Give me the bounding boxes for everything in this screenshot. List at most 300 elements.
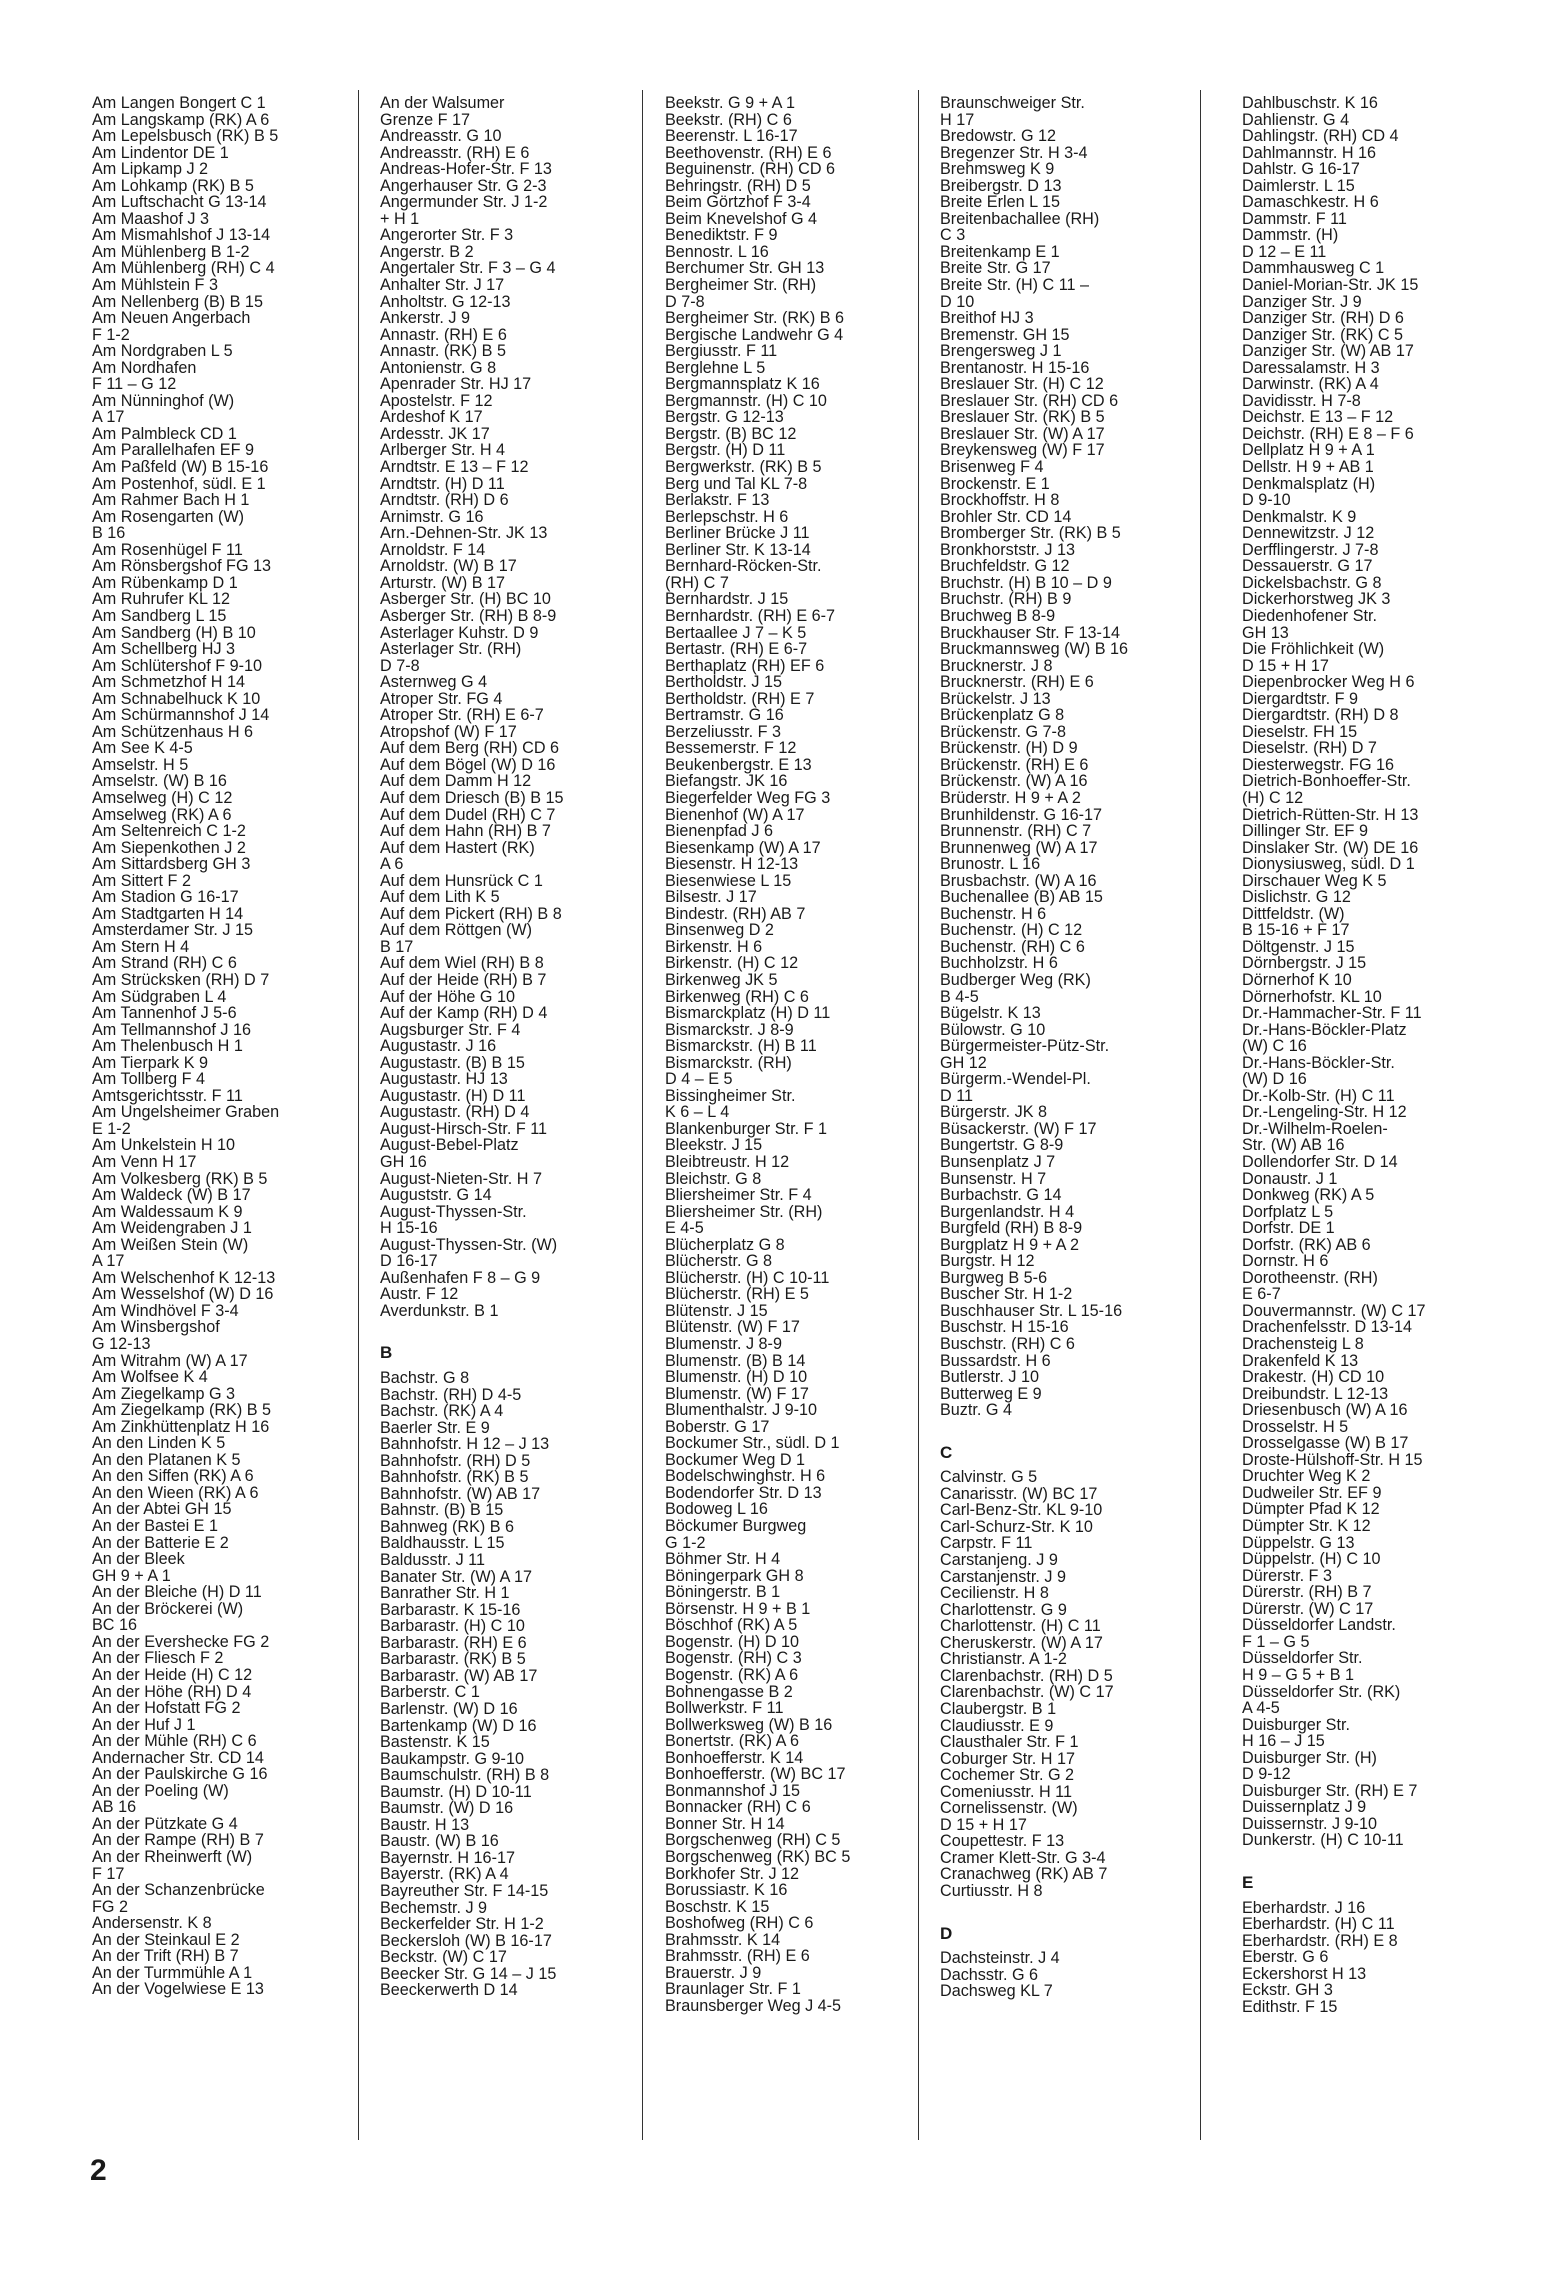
street-entry: Dachsstr. G 6 <box>940 1965 1039 1984</box>
street-entry: Biegerfelder Weg FG 3 <box>665 788 831 807</box>
street-entry: An der Walsumer <box>380 94 505 112</box>
street-entry: Am Parallelhafen EF 9 <box>92 441 254 460</box>
street-entry: Eberhardstr. J 16 <box>1242 1898 1366 1917</box>
column-divider <box>918 90 919 2140</box>
street-entry: Auf dem Dudel (RH) C 7 <box>380 805 556 824</box>
street-entry: Douvermannstr. (W) C 17 <box>1242 1301 1426 1320</box>
street-entry: AB 16 <box>92 1798 137 1817</box>
street-entry: Duissernstr. J 9-10 <box>1242 1814 1377 1833</box>
street-entry: Cochemer Str. G 2 <box>940 1766 1075 1785</box>
street-entry: Beckersloh (W) B 16-17 <box>380 1931 552 1950</box>
street-entry: Außenhafen F 8 – G 9 <box>380 1268 541 1287</box>
street-entry: Bienenhof (W) A 17 <box>665 805 805 824</box>
street-entry: Am Ziegelkamp G 3 <box>92 1384 236 1403</box>
street-entry: Am Tannenhof J 5-6 <box>92 1004 237 1023</box>
street-entry: Bachstr. (RH) D 4-5 <box>380 1385 522 1404</box>
street-entry: An der Abtei GH 15 <box>92 1500 232 1519</box>
street-entry: Am Mühlstein F 3 <box>92 276 218 295</box>
street-entry: D 7-8 <box>665 292 705 311</box>
street-entry: GH 13 <box>1242 623 1289 642</box>
street-entry: Am Ungelsheimer Graben <box>92 1103 280 1122</box>
street-entry: Beethovenstr. (RH) E 6 <box>665 143 832 162</box>
street-entry: Drosselgasse (W) B 17 <box>1242 1434 1409 1453</box>
street-entry: Budberger Weg (RK) <box>940 970 1091 989</box>
street-entry: Am Strand (RH) C 6 <box>92 954 237 973</box>
street-entry: Birkenweg (RH) C 6 <box>665 987 809 1006</box>
street-entry: Burbachstr. G 14 <box>940 1186 1062 1205</box>
street-entry: Denkmalstr. K 9 <box>1242 507 1357 526</box>
street-entry: Am Lohkamp (RK) B 5 <box>92 176 254 195</box>
street-entry: Bruckmannsweg (W) B 16 <box>940 640 1129 659</box>
street-entry: Bergiusstr. F 11 <box>665 342 778 361</box>
street-entry: Bayreuther Str. F 14-15 <box>380 1881 549 1900</box>
street-entry: Andernacher Str. CD 14 <box>92 1748 264 1767</box>
street-entry: Diergardtstr. F 9 <box>1242 689 1359 708</box>
street-entry: Drachenfelsstr. D 13-14 <box>1242 1318 1413 1337</box>
section-letter: B <box>380 1343 393 1363</box>
street-entry: Druchter Weg K 2 <box>1242 1467 1371 1486</box>
street-entry: Baumstr. (W) D 16 <box>380 1799 514 1818</box>
street-entry: Beeckerwerth D 14 <box>380 1981 518 2000</box>
street-entry: Baldusstr. J 11 <box>380 1551 485 1570</box>
street-entry: Carpstr. F 11 <box>940 1534 1033 1553</box>
street-entry: Breslauer Str. (RK) B 5 <box>940 408 1105 427</box>
street-entry: An der Rheinwerft (W) <box>92 1847 253 1866</box>
street-entry: Am Rosengarten (W) <box>92 507 245 526</box>
street-entry: Brucknerstr. J 8 <box>940 656 1053 675</box>
street-entry: D 9-12 <box>1242 1765 1291 1784</box>
street-entry: Brauerstr. J 9 <box>665 1963 762 1982</box>
street-entry: Claudiusstr. E 9 <box>940 1716 1054 1735</box>
street-entry: Am Windhövel F 3-4 <box>92 1301 239 1320</box>
street-entry: Am Weidengraben J 1 <box>92 1219 252 1238</box>
street-entry: Bremenstr. GH 15 <box>940 325 1070 344</box>
street-entry: Bleekstr. J 15 <box>665 1136 763 1155</box>
street-entry: Bertholdstr. J 15 <box>665 673 782 692</box>
street-entry: Blücherplatz G 8 <box>665 1235 785 1254</box>
street-column-1 <box>92 95 279 1998</box>
street-entry: Brucknerstr. (RH) E 6 <box>940 673 1094 692</box>
street-entry: A 17 <box>92 408 125 427</box>
street-entry: Düsseldorfer Landstr. <box>1242 1616 1396 1635</box>
street-entry: Am Schlütershof F 9-10 <box>92 656 263 675</box>
street-entry: Brückenstr. G 7-8 <box>940 722 1066 741</box>
street-entry: Am Sittert F 2 <box>92 871 191 890</box>
street-entry: Bastenstr. K 15 <box>380 1733 490 1752</box>
street-entry: Denkmalsplatz (H) <box>1242 474 1376 493</box>
street-entry: Bonmannshof J 15 <box>665 1781 800 1800</box>
street-entry: Angerstr. B 2 <box>380 242 474 261</box>
street-entry: Clarenbachstr. (W) C 17 <box>940 1683 1114 1702</box>
street-entry: Dürerstr. (RH) B 7 <box>1242 1583 1372 1602</box>
street-entry: Dörnerhofstr. KL 10 <box>1242 987 1382 1006</box>
street-entry: Eberhardstr. (H) C 11 <box>1242 1915 1395 1934</box>
street-entry: Am Sittardsberg GH 3 <box>92 855 251 874</box>
street-entry: Barberstr. C 1 <box>380 1683 480 1702</box>
street-entry: Angertaler Str. F 3 – G 4 <box>380 259 556 278</box>
street-entry: Beckerfelder Str. H 1-2 <box>380 1915 544 1934</box>
street-entry: Clausthaler Str. F 1 <box>940 1733 1079 1752</box>
street-entry: Bayernstr. H 16-17 <box>380 1848 515 1867</box>
street-entry: Atropshof (W) F 17 <box>380 722 517 741</box>
street-entry: Dammstr. (H) <box>1242 226 1339 245</box>
street-entry: Buschstr. (RH) C 6 <box>940 1335 1075 1354</box>
street-entry: Birkenstr. (H) C 12 <box>665 954 799 973</box>
street-entry: Bussardstr. H 6 <box>940 1351 1051 1370</box>
street-entry: Auf dem Hahn (RH) B 7 <box>380 822 551 841</box>
street-entry: Duisburger Str. <box>1242 1715 1350 1734</box>
street-entry: Brunhildenstr. G 16-17 <box>940 805 1102 824</box>
street-entry: Breitenkamp E 1 <box>940 242 1060 261</box>
street-entry: Ardeshof K 17 <box>380 408 483 427</box>
street-entry: Bergwerkstr. (RK) B 5 <box>665 458 822 477</box>
street-entry: Dreibundstr. L 12-13 <box>1242 1384 1389 1403</box>
street-entry: Dörnerhof K 10 <box>1242 970 1352 989</box>
street-entry: Benediktstr. F 9 <box>665 226 778 245</box>
street-entry: Borgschenweg (RK) BC 5 <box>665 1847 851 1866</box>
street-entry: Danziger Str. (W) AB 17 <box>1242 342 1414 361</box>
street-entry: Baldhausstr. L 15 <box>380 1534 505 1553</box>
street-entry: G 12-13 <box>92 1335 151 1354</box>
street-entry: Am Tellmannshof J 16 <box>92 1020 251 1039</box>
street-entry: Am Langen Bongert C 1 <box>92 94 266 112</box>
street-entry: Augustastr. J 16 <box>380 1037 497 1056</box>
street-entry: Beukenbergstr. E 13 <box>665 755 812 774</box>
street-entry: Berlepschstr. H 6 <box>665 507 789 526</box>
street-entry: Darwinstr. (RK) A 4 <box>1242 375 1379 394</box>
street-entry: Am Stern H 4 <box>92 937 190 956</box>
street-entry: Am Weißen Stein (W) <box>92 1235 249 1254</box>
street-entry: Burgplatz H 9 + A 2 <box>940 1235 1080 1254</box>
street-entry: Breithof HJ 3 <box>940 309 1034 328</box>
street-entry: Döltgenstr. J 15 <box>1242 937 1355 956</box>
street-entry: E 6-7 <box>1242 1285 1281 1304</box>
street-entry: Bergmannsplatz K 16 <box>665 375 820 394</box>
street-entry: Am Nordgraben L 5 <box>92 342 233 361</box>
street-entry: Am Palmbleck CD 1 <box>92 424 237 443</box>
street-entry: Dennewitzstr. J 12 <box>1242 524 1375 543</box>
street-entry: Dachsteinstr. J 4 <box>940 1949 1060 1968</box>
section-letter: E <box>1242 1872 1254 1892</box>
street-entry: An der Bleiche (H) D 11 <box>92 1583 262 1602</box>
street-entry: Eckstr. GH 3 <box>1242 1981 1333 2000</box>
street-entry: Eckershorst H 13 <box>1242 1964 1367 1983</box>
street-entry: A 6 <box>380 855 404 874</box>
street-entry: Bliersheimer Str. F 4 <box>665 1186 812 1205</box>
street-entry: Beckstr. (W) C 17 <box>380 1948 507 1967</box>
street-entry: Am Strücksken (RH) D 7 <box>92 970 270 989</box>
street-entry: Dürerstr. F 3 <box>1242 1566 1332 1585</box>
street-column-5 <box>1242 95 1426 2015</box>
street-entry: E 4-5 <box>665 1219 704 1238</box>
street-entry: Derfflingerstr. J 7-8 <box>1242 540 1379 559</box>
street-entry: D 11 <box>940 1086 973 1105</box>
street-entry: Bahnhofstr. (W) AB 17 <box>380 1484 541 1503</box>
street-entry: Carstanjeng. J 9 <box>940 1551 1058 1570</box>
street-entry: Bodelschwinghstr. H 6 <box>665 1467 826 1486</box>
street-entry: Buztr. G 4 <box>940 1401 1012 1420</box>
street-entry: Am Waldessaum K 9 <box>92 1202 243 1221</box>
street-entry: Bockumer Weg D 1 <box>665 1450 806 1469</box>
street-entry: Canarisstr. (W) BC 17 <box>940 1484 1098 1503</box>
street-entry: Banater Str. (W) A 17 <box>380 1567 533 1586</box>
street-entry: Baustr. (W) B 16 <box>380 1832 499 1851</box>
street-entry: Auf dem Hastert (RK) <box>380 838 535 857</box>
street-entry: Bindestr. (RH) AB 7 <box>665 904 806 923</box>
street-entry: Boberstr. G 17 <box>665 1417 770 1436</box>
street-entry: Ardesstr. JK 17 <box>380 424 490 443</box>
street-entry: Birkenweg JK 5 <box>665 970 778 989</box>
street-entry: Baerler Str. E 9 <box>380 1418 490 1437</box>
street-entry: Bennostr. L 16 <box>665 242 769 261</box>
street-entry: An der Hofstatt FG 2 <box>92 1699 241 1718</box>
street-entry: Bürgerstr. JK 8 <box>940 1103 1048 1122</box>
street-entry: H 16 – J 15 <box>1242 1732 1325 1751</box>
street-entry: Andersenstr. K 8 <box>92 1914 212 1933</box>
street-entry: August-Nieten-Str. H 7 <box>380 1169 542 1188</box>
street-entry: Arndtstr. (RH) D 6 <box>380 491 509 510</box>
street-entry: Breykensweg (W) F 17 <box>940 441 1105 460</box>
street-entry: Buschstr. H 15-16 <box>940 1318 1069 1337</box>
street-entry: Str. (W) AB 16 <box>1242 1136 1345 1155</box>
street-entry: Dietrich-Bonhoeffer-Str. <box>1242 772 1411 791</box>
street-entry: Bockumer Str., südl. D 1 <box>665 1434 840 1453</box>
street-entry: Am Seltenreich C 1-2 <box>92 822 246 841</box>
street-entry: An der Rampe (RH) B 7 <box>92 1831 264 1850</box>
street-entry: Am Stadion G 16-17 <box>92 888 239 907</box>
street-entry: August-Thyssen-Str. (W) <box>380 1235 558 1254</box>
street-entry: H 15-16 <box>380 1219 438 1238</box>
street-entry: Angerhauser Str. G 2-3 <box>380 176 547 195</box>
street-entry: Andreasstr. G 10 <box>380 127 502 146</box>
street-entry: Bernhardstr. (RH) E 6-7 <box>665 606 836 625</box>
street-entry: Bilsestr. J 17 <box>665 888 757 907</box>
street-entry: Diedenhofener Str. <box>1242 606 1377 625</box>
street-entry: Blücherstr. G 8 <box>665 1252 773 1271</box>
street-entry: Am Lipkamp J 2 <box>92 160 209 179</box>
street-entry: Auguststr. G 14 <box>380 1186 492 1205</box>
street-entry: August-Hirsch-Str. F 11 <box>380 1119 548 1138</box>
street-entry: An der Höhe (RH) D 4 <box>92 1682 252 1701</box>
street-entry: Böschhof (RK) A 5 <box>665 1616 798 1635</box>
street-entry: Bogenstr. (RH) C 3 <box>665 1649 802 1668</box>
street-entry: Dellstr. H 9 + AB 1 <box>1242 458 1374 477</box>
street-entry: D 7-8 <box>380 656 420 675</box>
street-entry: Bergheimer Str. (RK) B 6 <box>665 309 845 328</box>
street-entry: K 6 – L 4 <box>665 1103 730 1122</box>
street-entry: Dr.-Kolb-Str. (H) C 11 <box>1242 1086 1395 1105</box>
street-entry: Carstanjenstr. J 9 <box>940 1567 1066 1586</box>
street-entry: Dr.-Wilhelm-Roelen- <box>1242 1119 1388 1138</box>
street-entry: Braunlager Str. F 1 <box>665 1980 801 1999</box>
street-entry: Blücherstr. (H) C 10-11 <box>665 1268 830 1287</box>
street-entry: Bodendorfer Str. D 13 <box>665 1483 822 1502</box>
street-entry: Am Paßfeld (W) B 15-16 <box>92 458 269 477</box>
street-entry: Breslauer Str. (RH) CD 6 <box>940 391 1119 410</box>
street-entry: Banrather Str. H 1 <box>380 1584 510 1603</box>
street-entry: Am Stadtgarten H 14 <box>92 904 244 923</box>
street-entry: Dr.-Hans-Böckler-Str. <box>1242 1053 1395 1072</box>
street-entry: Asterlager Kuhstr. D 9 <box>380 623 539 642</box>
street-entry: Bergstr. G 12-13 <box>665 408 784 427</box>
street-entry: Auf dem Driesch (B) B 15 <box>380 788 564 807</box>
street-entry: Bachstr. G 8 <box>380 1369 470 1388</box>
street-entry: Bertramstr. G 16 <box>665 706 784 725</box>
street-entry: Am Nünninghof (W) <box>92 391 235 410</box>
street-entry: Charlottenstr. G 9 <box>940 1600 1067 1619</box>
street-entry: Bonertstr. (RK) A 6 <box>665 1732 800 1751</box>
street-entry: Amselweg (RK) A 6 <box>92 805 232 824</box>
street-entry: Buchenstr. (H) C 12 <box>940 921 1083 940</box>
street-entry: Beekstr. G 9 + A 1 <box>665 94 796 112</box>
street-entry: Bruchstr. (RH) B 9 <box>940 590 1072 609</box>
street-entry: Bonnacker (RH) C 6 <box>665 1798 811 1817</box>
street-entry: Am Lepelsbusch (RK) B 5 <box>92 127 279 146</box>
street-entry: D 9-10 <box>1242 491 1291 510</box>
street-entry: Diergardtstr. (RH) D 8 <box>1242 706 1399 725</box>
street-entry: Cranachweg (RK) AB 7 <box>940 1865 1108 1884</box>
street-entry: Dinslaker Str. (W) DE 16 <box>1242 838 1419 857</box>
street-entry: Barlenstr. (W) D 16 <box>380 1699 518 1718</box>
street-entry: Buschhauser Str. L 15-16 <box>940 1301 1123 1320</box>
street-entry: An der Vogelwiese E 13 <box>92 1980 264 1999</box>
street-entry: Drosselstr. H 5 <box>1242 1417 1349 1436</box>
street-entry: Atroper Str. FG 4 <box>380 689 503 708</box>
street-entry: Beim Görtzhof F 3-4 <box>665 193 811 212</box>
street-entry: Bergstr. (B) BC 12 <box>665 424 797 443</box>
street-entry: Bonner Str. H 14 <box>665 1814 785 1833</box>
street-entry: Bismarckstr. J 8-9 <box>665 1020 794 1039</box>
street-entry: Dahlstr. G 16-17 <box>1242 160 1360 179</box>
street-entry: A 4-5 <box>1242 1699 1280 1718</box>
street-entry: Dislichstr. G 12 <box>1242 888 1351 907</box>
street-entry: Braunsberger Weg J 4-5 <box>665 1996 842 2015</box>
street-entry: Duissernplatz J 9 <box>1242 1798 1367 1817</box>
street-entry: Am See K 4-5 <box>92 739 193 758</box>
street-entry: An der Schanzenbrücke <box>92 1881 265 1900</box>
street-entry: Bahnhofstr. H 12 – J 13 <box>380 1435 550 1454</box>
street-entry: Am Nellenberg (B) B 15 <box>92 292 263 311</box>
street-entry: Dürerstr. (W) C 17 <box>1242 1599 1374 1618</box>
street-entry: Bonhoefferstr. K 14 <box>665 1748 804 1767</box>
street-entry: Augustastr. (H) D 11 <box>380 1086 526 1105</box>
street-entry: Arnoldstr. (W) B 17 <box>380 557 517 576</box>
street-entry: D 12 – E 11 <box>1242 242 1327 261</box>
street-entry: B 15-16 + F 17 <box>1242 921 1350 940</box>
street-entry: Am Waldeck (W) B 17 <box>92 1186 251 1205</box>
street-entry: Am Ziegelkamp (RK) B 5 <box>92 1401 272 1420</box>
street-entry: Barbarastr. (RK) B 5 <box>380 1650 526 1669</box>
street-entry: Antonienstr. G 8 <box>380 358 497 377</box>
street-entry: An den Wieen (RK) A 6 <box>92 1483 259 1502</box>
street-entry: Annastr. (RK) B 5 <box>380 342 506 361</box>
street-entry: Cornelissenstr. (W) <box>940 1799 1078 1818</box>
street-entry: Baumstr. (H) D 10-11 <box>380 1782 532 1801</box>
street-entry: Am Postenhof, südl. E 1 <box>92 474 266 493</box>
street-entry: Carl-Benz-Str. KL 9-10 <box>940 1501 1103 1520</box>
street-column-4 <box>940 95 1128 2000</box>
street-entry: Asterlager Str. (RH) <box>380 640 522 659</box>
street-entry: Am Schnabelhuck K 10 <box>92 689 261 708</box>
street-entry: Berliner Brücke J 11 <box>665 524 810 543</box>
street-entry: Danziger Str. (RK) C 5 <box>1242 325 1404 344</box>
street-entry: Am Mühlenberg B 1-2 <box>92 242 250 261</box>
street-entry: Am Wolfsee K 4 <box>92 1368 208 1387</box>
street-entry: Am Sandberg L 15 <box>92 606 227 625</box>
street-entry: Auf dem Wiel (RH) B 8 <box>380 954 544 973</box>
street-entry: Arturstr. (W) B 17 <box>380 573 506 592</box>
street-entry: Brückenstr. (W) A 16 <box>940 772 1088 791</box>
street-entry: GH 12 <box>940 1053 987 1072</box>
street-entry: Am Wesselshof (W) D 16 <box>92 1285 274 1304</box>
street-entry: Burgstr. H 12 <box>940 1252 1035 1271</box>
street-entry: Brentanostr. H 15-16 <box>940 358 1090 377</box>
street-entry: Bergmannstr. (H) C 10 <box>665 391 827 410</box>
street-entry: Breite Str. G 17 <box>940 259 1051 278</box>
street-entry: Breite Erlen L 15 <box>940 193 1060 212</box>
street-entry: Bronkhorststr. J 13 <box>940 540 1075 559</box>
street-entry: Dümpter Pfad K 12 <box>1242 1500 1380 1519</box>
street-entry: Arnimstr. G 16 <box>380 507 484 526</box>
street-entry: Arnoldstr. F 14 <box>380 540 486 559</box>
page-number: 2 <box>90 2154 107 2187</box>
street-entry: Am Rübenkamp D 1 <box>92 573 238 592</box>
street-entry: Carl-Schurz-Str. K 10 <box>940 1517 1093 1536</box>
column-divider <box>642 90 643 2140</box>
street-entry: Clarenbachstr. (RH) D 5 <box>940 1666 1113 1685</box>
street-entry: G 1-2 <box>665 1533 706 1552</box>
street-entry: Berzeliusstr. F 3 <box>665 722 782 741</box>
street-entry: Dickerhorstweg JK 3 <box>1242 590 1391 609</box>
street-entry: D 10 <box>940 292 975 311</box>
street-entry: Burgenlandstr. H 4 <box>940 1202 1075 1221</box>
street-entry: Dorotheenstr. (RH) <box>1242 1268 1378 1287</box>
street-entry: Dorfstr. (RK) AB 6 <box>1242 1235 1371 1254</box>
street-entry: B 17 <box>380 937 414 956</box>
street-entry: Davidisstr. H 7-8 <box>1242 391 1361 410</box>
street-entry: Christianstr. A 1-2 <box>940 1650 1067 1669</box>
street-entry: Bachstr. (RK) A 4 <box>380 1402 504 1421</box>
street-entry: Bartenkamp (W) D 16 <box>380 1716 537 1735</box>
street-entry: F 11 – G 12 <box>92 375 177 394</box>
street-entry: Bülowstr. G 10 <box>940 1020 1046 1039</box>
column-divider <box>358 90 359 2140</box>
street-entry: Auf dem Damm H 12 <box>380 772 532 791</box>
street-entry: Apostelstr. F 12 <box>380 391 493 410</box>
street-entry: Am Tollberg F 4 <box>92 1070 206 1089</box>
street-entry: Barbarastr. K 15-16 <box>380 1600 521 1619</box>
street-entry: Bismarckplatz (H) D 11 <box>665 1004 831 1023</box>
street-entry: Bogenstr. (RK) A 6 <box>665 1665 799 1684</box>
street-entry: An den Linden K 5 <box>92 1434 226 1453</box>
street-entry: Auf der Kamp (RH) D 4 <box>380 1004 548 1023</box>
street-entry: Berthaplatz (RH) EF 6 <box>665 656 825 675</box>
street-entry: Dessauerstr. G 17 <box>1242 557 1373 576</box>
street-entry: Buscher Str. H 1-2 <box>940 1285 1073 1304</box>
section-letter: C <box>940 1442 953 1462</box>
street-entry: Die Fröhlichkeit (W) <box>1242 640 1385 659</box>
street-entry: Austr. F 12 <box>380 1285 459 1304</box>
street-entry: Dahlbuschstr. K 16 <box>1242 94 1378 112</box>
street-entry: D 15 + H 17 <box>940 1815 1027 1834</box>
street-entry: An der Paulskirche G 16 <box>92 1765 268 1784</box>
street-entry: Bergheimer Str. (RH) <box>665 276 817 295</box>
street-entry: Am Langskamp (RK) A 6 <box>92 110 270 129</box>
street-entry: E 1-2 <box>92 1119 131 1138</box>
street-entry: Beerenstr. L 16-17 <box>665 127 798 146</box>
street-entry: Düsseldorfer Str. (RK) <box>1242 1682 1401 1701</box>
street-entry: Dietrich-Rütten-Str. H 13 <box>1242 805 1419 824</box>
